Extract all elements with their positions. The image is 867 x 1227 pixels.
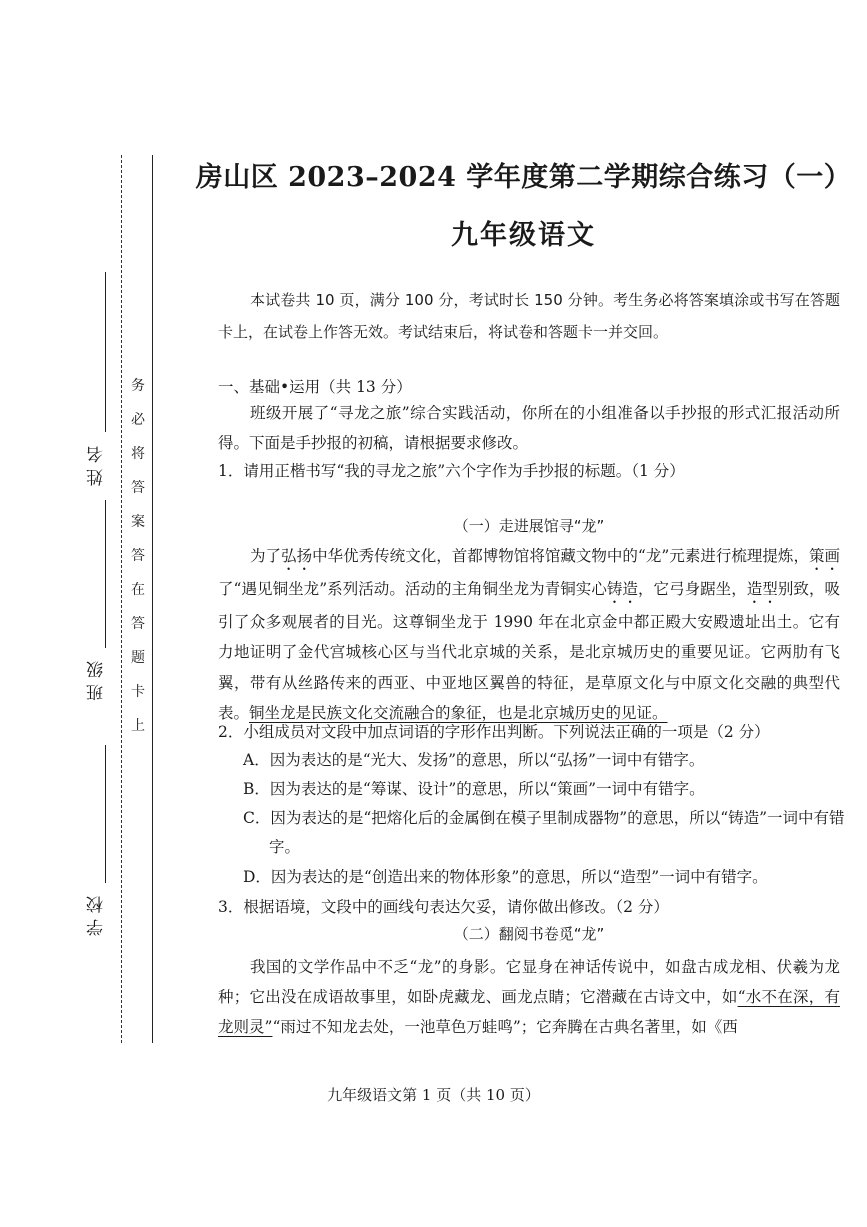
binding-solid-line (152, 155, 153, 1043)
option-a: A．因为表达的是“光大、发扬”的意思，所以“弘扬”一词中有错字。 (243, 751, 705, 769)
question-1: 1．请用正楷书写“我的寻龙之旅”六个字作为手抄报的标题。（1 分） (218, 462, 685, 480)
exam-title: 房山区 2023–2024 学年度第二学期综合练习（一） (195, 162, 852, 193)
exam-instructions: 本试卷共 10 页，满分 100 分，考试时长 150 分钟。考生务必将答案填涂或书写在答题卡上，在试卷上作答无效。考试结束后，将试卷和答题卡一并交回。 (218, 291, 840, 341)
section-heading: 一、基础•运用（共 13 分） (218, 378, 412, 396)
exam-subtitle: 九年级语文 (451, 220, 596, 251)
dotted-word: 策画 (808, 547, 840, 565)
notice-char: 答 (131, 616, 145, 632)
section-intro: 班级开展了“寻龙之旅”综合实践活动，你所在的小组准备以手抄报的形式汇报活动所得。下面是手抄报的初稿，请根据要求修改。 (218, 404, 840, 452)
name-label: 姓名 (87, 440, 107, 486)
notice-char: 在 (131, 582, 145, 598)
part-2-title: （二）翻阅书卷觅“龙” (453, 925, 605, 943)
notice-char: 案 (131, 514, 145, 530)
passage-1 (218, 541, 840, 728)
underlined-quote: “水不在深，有龙则灵” (218, 988, 840, 1036)
underlined-sentence: 铜坐龙是民族文化交流融合的象征，也是北京城历史的见证。 (249, 703, 668, 722)
option-d: D．因为表达的是“创造出来的物体形象”的意思，所以“造型”一词中有错字。 (243, 868, 768, 886)
passage-text: 中华优秀传统文化，首都博物馆将馆藏文物中的“龙”元素进行梳理提炼， (312, 547, 809, 565)
notice-char: 卡 (131, 684, 145, 700)
notice-char: 将 (131, 446, 145, 462)
passage-text: 别致，吸引了众多观展者的目光。这尊铜坐龙于 1990 年在北京金中都正殿大安殿遗址出土。它有力地证明了金代宫城核心区与当代北京城的关系，是北京城历史的重要见证。它两肋有飞翼，带有从丝路传来的西亚、中亚地区翼兽的特征，是草原文化与中原文化交融的典型代表。 (218, 580, 840, 722)
passage-text: 我国的文学作品中不乏“龙”的身影。它显身在神话传说中，如盘古成龙相、伏羲为龙种；它出没在成语故事里，如卧虎藏龙、画龙点睛；它潜藏在古诗文中，如 (218, 958, 840, 1006)
notice-char: 题 (131, 650, 145, 666)
dotted-word: 弘扬 (281, 547, 313, 565)
notice-char: 上 (131, 718, 145, 734)
notice-char: 务 (131, 378, 145, 394)
binding-dashed-line (121, 155, 122, 1043)
class-blank-line (105, 500, 106, 648)
binding-notice (128, 376, 148, 736)
school-label: 学校 (87, 890, 107, 936)
passage-2 (218, 952, 840, 1042)
notice-char: 答 (131, 548, 145, 564)
question-2: 2．小组成员对文段中加点词语的字形作出判断。下列说法正确的一项是（2 分） (218, 723, 770, 741)
notice-char: 必 (131, 412, 145, 428)
option-b: B．因为表达的是“筹谋、设计”的意思，所以“策画”一词中有错字。 (243, 780, 705, 798)
question-3: 3．根据语境，文段中的画线句表达欠妥，请你做出修改。（2 分） (218, 898, 669, 916)
class-label: 班级 (87, 655, 107, 701)
page-footer: 九年级语文第 1 页（共 10 页） (327, 1086, 540, 1104)
passage-text: “雨过不知龙去处，一池草色万蛙鸣”；它奔腾在古典名著里，如《西 (272, 1018, 738, 1036)
option-c: C．因为表达的是“把熔化后的金属倒在模子里制成器物”的意思，所以“铸造”一词中有错字。 (243, 809, 845, 856)
passage-text: 了“遇见铜坐龙”系列活动。活动的主角铜坐龙为青铜实心 (218, 580, 607, 598)
name-blank-line (105, 272, 106, 432)
passage-text: 为了 (250, 547, 282, 565)
dotted-word: 铸造 (606, 580, 638, 598)
notice-char: 答 (131, 480, 145, 496)
dotted-word: 造型 (746, 580, 778, 598)
passage-text: ，它弓身踞坐， (637, 580, 747, 598)
school-blank-line (105, 745, 106, 883)
part-1-title: （一）走进展馆寻“龙” (453, 517, 605, 535)
